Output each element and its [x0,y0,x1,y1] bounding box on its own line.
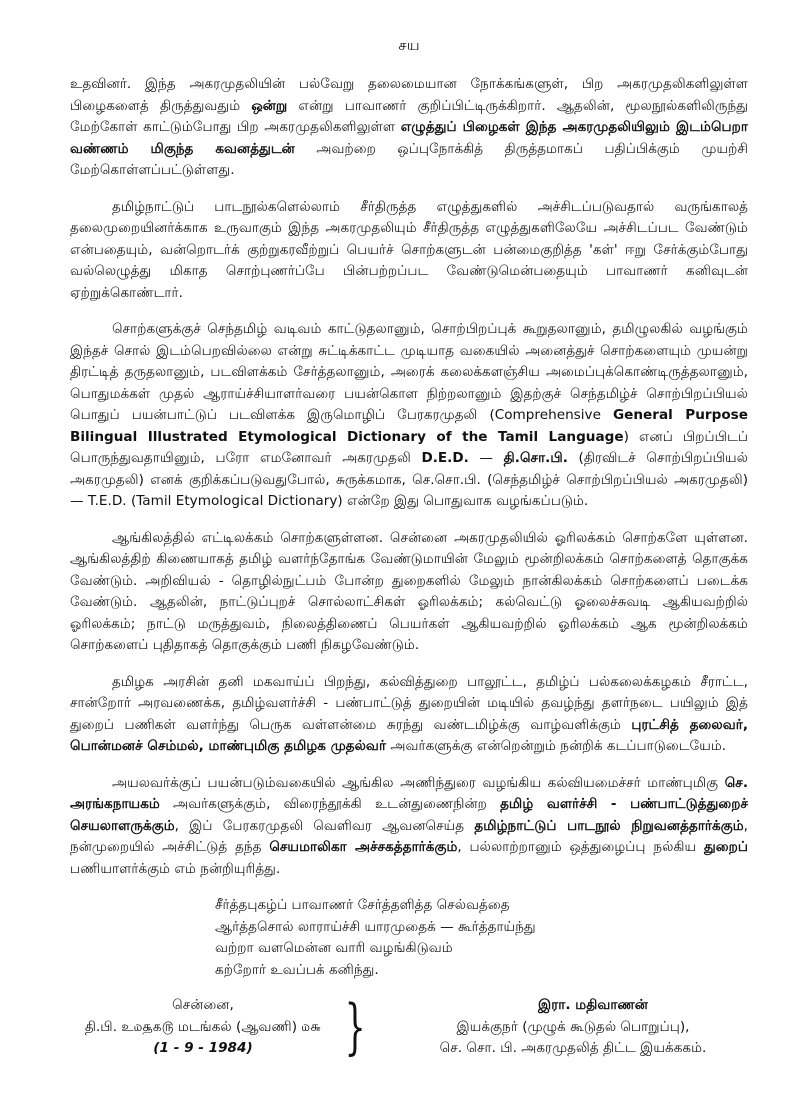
document-page [70,36,748,1085]
bold-text-run: தி.சொ.பி. [503,450,568,466]
text-run: — [468,450,504,466]
paragraph-5 [70,672,748,758]
signatory-office: செ. சொ. பி. அகரமுதலித் திட்ட இயக்ககம். [439,1040,707,1056]
bold-text-run: D.E.D. [421,450,469,466]
text-run: (திரவிடச் சொற்பிறப்பியல் அகரமுதலி) எனக் குறிக்கப்படுவதுபோல், சுருக்கமாக, செ.சொ.பி. (செந்தமிழ்ச் சொற்பிறப்பியல் அகரமுதலி) — T.E.D. (Tamil Etymological Dictionary) என்றே இது பொதுவாக வழங்கப்படும். [70,450,748,509]
text-run: ) எனப் பிறப்பிடப் பொருந்துவதாயினும், பரோ எமனோவர் அகரமுதலி [70,428,748,466]
verse-line: சீர்த்தபுகழ்ப் பாவாணர் சேர்த்தளித்த செல்வத்தை [215,897,510,913]
paragraph-3 [70,319,748,513]
tamil-date: தி.பி. உ௰௲௧௫ மடங்கல் (ஆவணி) ௰௬ [84,1018,322,1035]
bold-text-run: ஒன்று [251,97,288,114]
text-run: அவர்களுக்கு என்றென்றும் நன்றிக் கடப்பாடுடையேம். [386,738,727,754]
text-run: ஆங்கிலத்தில் எட்டிலக்கம் சொற்களுள்ளன. சென்னை அகரமுதலியில் ஓரிலக்கம் சொற்களே யுள்ளன. ஆங்கிலத்திற் கிணையாகத் தமிழ் வளர்ந்தோங்க வேண்டுமாயின் மேலும் மூன்றிலக்கம் சொற்களைத் தொகுக்க வேண்டும். அறிவியல் - தொழில்நுட்பம் போன்ற துறைகளில் மேலும் நான்கிலக்கம் சொற்களைப் படைக்க வேண்டும். ஆதலின், நாட்டுப்புறச் சொல்லாட்சிகள் ஓரிலக்கம்; கல்வெட்டு ஓலைச்சுவடி ஆகியவற்றில் ஓரிலக்கம்; நாட்டு மருத்துவம், நிலைத்திணைப் பெயர்கள் ஆகியவற்றில் ஓரிலக்கம் ஆக மூன்றிலக்கம் சொற்களைப் புதிதாகத் தொகுக்கும் பணி நிகழவேண்டும். [70,529,748,653]
signatory-title: இயக்குநர் (முழுக் கூடுதல் பொறுப்பு), [456,1018,690,1035]
bold-text-run: General Purpose Bilingual Illustrated Etymological Dictionary of the Tamil Language [70,407,748,445]
verse-line: கற்றோர் உவப்பக் கனிந்து. [215,961,379,978]
bold-text-run: செயமாலிகா அச்சகத்தார்க்கும் [269,839,458,855]
text-run: தமிழ்நாட்டுப் பாடநூல்களெல்லாம் சீர்திருத்த எழுத்துகளில் அச்சிடப்படுவதால் வருங்காலத் தலைமுறையினர்க்காக உருவாகும் இந்த அகரமுதலியும் சீர்திருத்த எழுத்துகளிலேயே அச்சிடப்பட வேண்டும் என்பதையும், வன்றொடர்க் குற்றுகரவீற்றுப் பெயர்ச் சொற்களுடன் பன்மைகுறித்த 'கள்' ஈறு சேர்க்கும்போது வல்லெழுத்து மிகாத சொற்புணர்ப்பே பின்பற்றப்பட வேண்டுமென்பதையும் பாவாணர் கனிவுடன் ஏற்றுக்கொண்டார். [70,198,748,301]
text-run: அவற்றை ஒப்புநோக்கித் திருத்தமாகப் பதிப்பிக்கும் முயற்சி மேற்கொள்ளப்பட்டுள்ளது. [70,140,749,178]
paragraph-2 [70,197,748,305]
bold-text-run: தமிழ் வளர்ச்சி - பண்பாட்டுத்துறைச் செயலாளருக்கும் [70,796,748,834]
bold-text-run: எழுத்துப் பிழைகள் இந்த அகரமுதலியிலும் இடம்பெறா வண்ணம் மிகுந்த கவனத்துடன் [70,119,748,157]
verse-line: ஆர்த்தசொல் லாராய்ச்சி யாரமுதைக் — கூர்த்தாய்ந்து [215,918,536,935]
text-run: அயலவர்க்குப் பயன்படும்வகையில் ஆங்கில அணிந்துரை வழங்கிய கல்வியமைச்சர் மாண்புமிகு [112,774,725,791]
bold-text-run: செ. அரங்கநாயகம் [70,774,748,812]
date: (1 - 9 - 1984) [153,1040,253,1056]
paragraph-6 [70,773,748,881]
text-run: , இப் பேரகரமுதலி வெளிவர ஆவனசெய்த [174,817,475,834]
signature-block [70,992,748,1085]
paragraph-1 [70,74,748,182]
bold-text-run: துறைப் [703,839,749,855]
text-run: சொற்களுக்குச் செந்தமிழ் வடிவம் காட்டுதலானும், சொற்பிறப்புக் கூறுதலானும், தமிழுலகில் வழங்கும் இந்தச் சொல் இடம்பெறவில்லை என்று சுட்டிக்காட்ட முடியாத வகையில் அனைத்துச் சொற்களையும் முயன்று திரட்டித் தருதலானும், படவிளக்கம் சேர்த்தலானும், அரைக் கலைக்களஞ்சிய அமைப்புக்கொண்டிருத்தலானும், பொதுமக்கள் முதல் ஆராய்ச்சியாளர்வரை பயன்கொள நிற்றலானும் இதற்குச் செந்தமிழ்ச் சொற்பிறப்பியல் பொதுப் பயன்பாட்டுப் படவிளக்க இருமொழிப் பேரகரமுதலி (Comprehensive [70,321,748,423]
signatory [388,995,758,1060]
page-number: சய [398,36,420,54]
bold-text-run: புரட்சித் தலைவர், பொன்மனச் செம்மல், மாண்புமிகு தமிழக முதல்வர் [70,716,748,754]
text-run: என்று பாவாணர் குறிப்பிட்டிருக்கிறார். ஆதலின், மூலநூல்களிலிருந்து மேற்கோள் காட்டும்போது பிற அகரமுதலிகளிலுள்ள [70,97,748,135]
signatory-name: இரா. மதிவாணன் [538,997,648,1013]
verse-block [215,895,748,981]
text-run: அவர்களுக்கும், விரைந்தூக்கி உடன்துணைநின்ற [159,796,501,812]
bold-text-run: தமிழ்நாட்டுப் பாடநூல் நிறுவனத்தார்க்கும் [474,817,744,834]
place-date [58,995,348,1060]
text-run: , பல்லாற்றானும் ஒத்துழைப்பு நல்கிய [457,839,704,855]
brace-symbol: } [344,992,366,1062]
text-run: , நன்முறையில் அச்சிட்டுத் தந்த [70,817,748,855]
place: சென்னை, [172,997,234,1013]
verse-line: வற்றா வளமென்ன வாரி வழங்கிடுவம் [215,940,453,956]
text-run: பணியாளர்க்கும் எம் நன்றியுரித்து. [70,860,281,877]
text-run: உதவினர். இந்த அகரமுதலியின் பல்வேறு தலைமையான நோக்கங்களுள், பிற அகரமுதலிகளிலுள்ள பிழைகளைத் திருத்துவதும் [70,76,748,114]
paragraph-4 [70,528,748,657]
text-run: தமிழக அரசின் தனி மகவாய்ப் பிறந்து, கல்வித்துறை பாலூட்ட, தமிழ்ப் பல்கலைக்கழகம் சீராட்ட, சான்றோர் அரவணைக்க, தமிழ்வளர்ச்சி - பண்பாட்டுத் துறையின் மடியில் தவழ்ந்து தளர்நடை பயிலும் இத் துறைப் பணிகள் வளர்ந்து பெருக வள்ளன்மை சுரந்து வண்டமிழ்க்கு வாழ்வளிக்கும் [70,673,748,733]
